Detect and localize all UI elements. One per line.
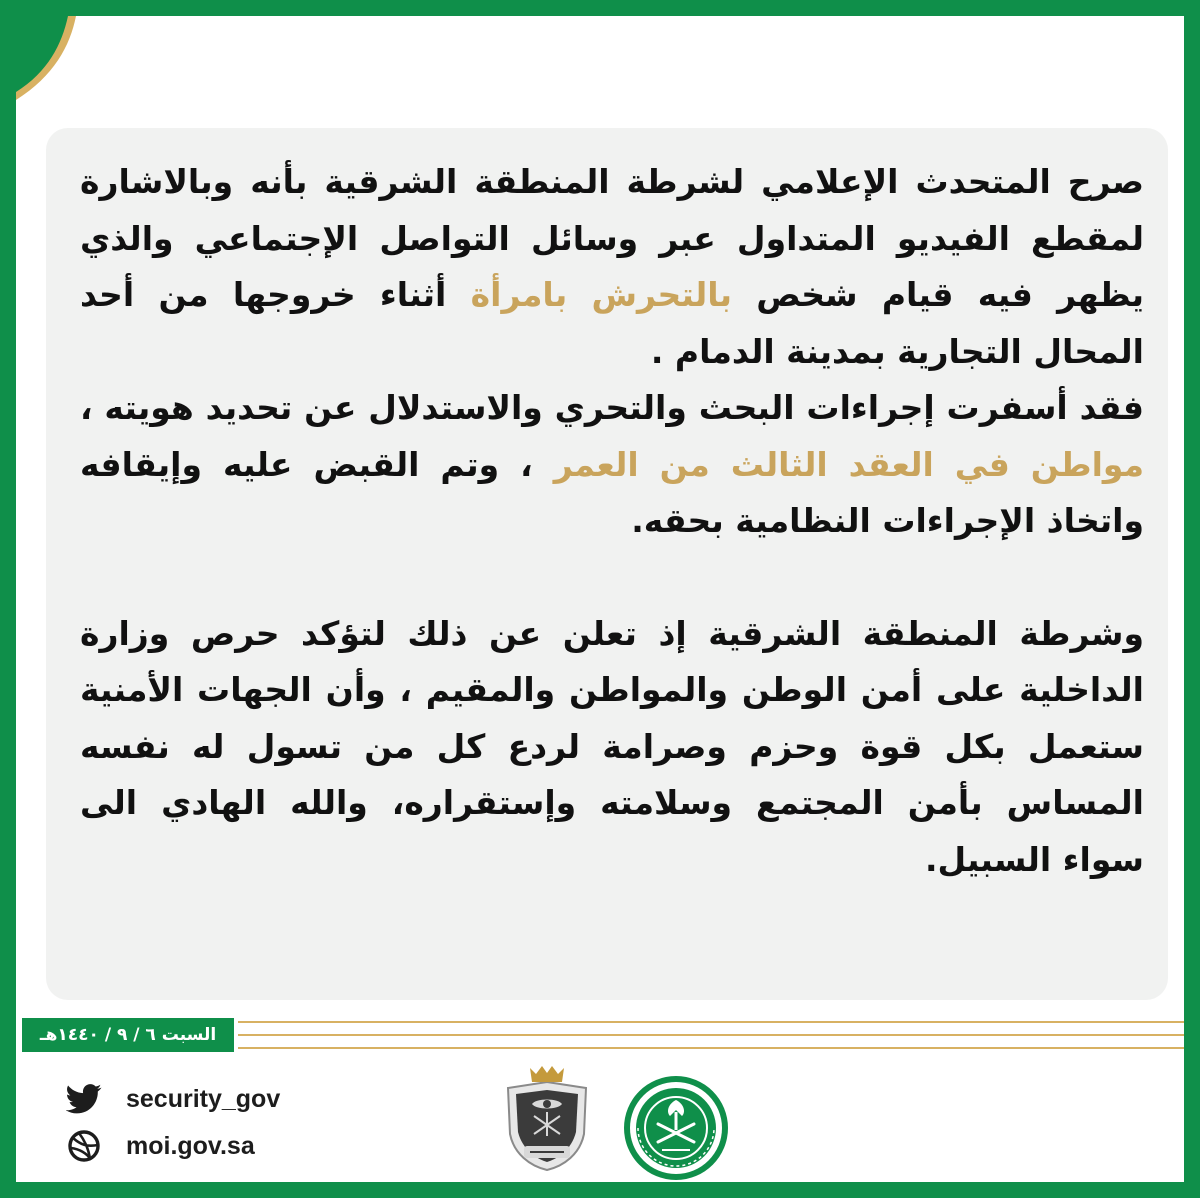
date-line-bottom	[238, 1047, 1184, 1049]
post-frame	[16, 16, 1184, 1182]
paragraph-arrest-text-end: ، وتم القبض عليه وإيقافه واتخاذ الإجراءات النظامية بحقه.	[80, 444, 1144, 540]
paragraph-statement: وشرطة المنطقة الشرقية إذ تعلن عن ذلك لتؤكد حرص وزارة الداخلية على أمن الوطن والمواطن والمقيم ، وأن الجهات الأمنية ستعمل بكل قوة وحزم وصرامة لردع كل من تسول له نفسه المساس بأمن المجتمع وسلامته وإستقراره، والله الهادي الى سواء السبيل.	[80, 613, 1144, 879]
twitter-link[interactable]	[64, 1079, 280, 1119]
paragraph-arrest	[80, 380, 1144, 550]
date-line-top	[238, 1021, 1184, 1023]
corner-swoosh-decoration	[16, 16, 96, 116]
twitter-handle: security_gov	[126, 1084, 281, 1113]
highlight-harassment: بالتحرش بامرأة	[470, 275, 732, 314]
paragraph-incident-text: صرح المتحدث الإعلامي لشرطة المنطقة الشرقية بأنه وبالاشارة لمقطع الفيديو المتداول عبر وسائل التواصل الإجتماعي والذي يظهر فيه قيام شخص	[80, 162, 1145, 314]
announcement-text	[80, 154, 1144, 888]
public-security-logo	[500, 1064, 594, 1172]
globe-icon	[64, 1126, 104, 1166]
paragraph-incident-text-end: أثناء خروجها من أحد المحال التجارية بمدينة الدمام .	[80, 275, 1144, 371]
date-line-middle	[238, 1034, 1184, 1036]
highlight-suspect: مواطن في العقد الثالث من العمر	[553, 444, 1145, 484]
date-badge: السبت ٦ / ٩ / ١٤٤٠هـ	[22, 1018, 234, 1052]
website-url: moi.gov.sa	[126, 1131, 255, 1160]
website-link[interactable]	[64, 1126, 255, 1166]
announcement-card	[46, 128, 1168, 1000]
paragraph-incident	[80, 154, 1144, 380]
ministry-of-interior-logo	[622, 1074, 730, 1182]
paragraph-arrest-text: فقد أسفرت إجراءات البحث والتحري والاستدلال عن تحديد هويته ،	[80, 388, 1144, 427]
twitter-icon	[64, 1079, 104, 1119]
